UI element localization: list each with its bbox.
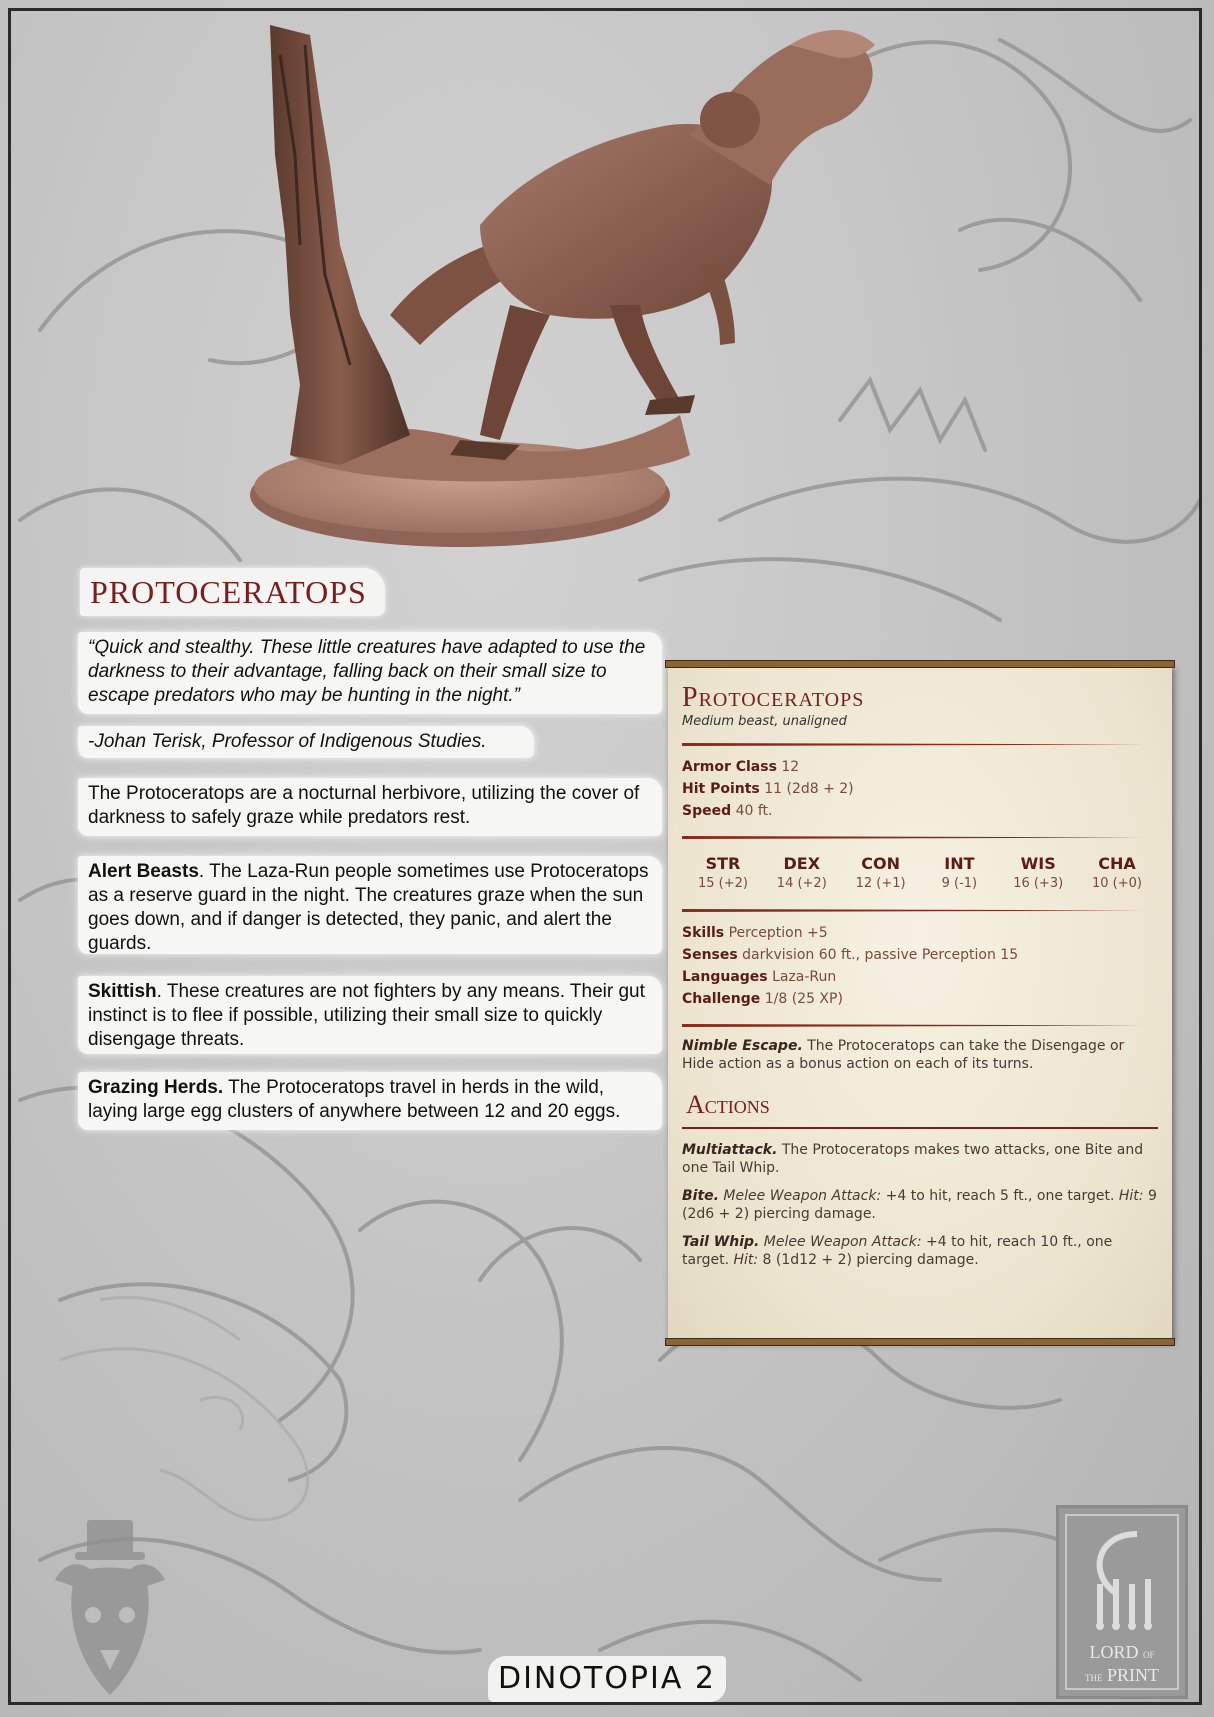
- languages: Languages Laza-Run: [682, 969, 837, 985]
- section-heading: Skittish: [88, 981, 157, 1002]
- ability-scores: [682, 849, 1158, 895]
- armor-class: Armor Class 12: [682, 759, 800, 775]
- section-text: . These creatures are not fighters by any means. Their gut instinct is to flee if possible, utilizing their small size to quickly disengage threats.: [88, 981, 645, 1050]
- footer-title: DINOTOPIA 2: [488, 1656, 726, 1702]
- ability-dex: DEX 14 (+2): [776, 854, 827, 891]
- section-heading: Grazing Herds.: [88, 1077, 224, 1098]
- ability-int: INT 9 (-1): [941, 854, 978, 891]
- monster-title: PROTOCERATOPS: [80, 568, 385, 616]
- divider: [682, 836, 1158, 839]
- ability-wis: WIS 16 (+3): [1013, 854, 1064, 891]
- intro-paragraph: The Protoceratops are a nocturnal herbivore, utilizing the cover of darkness to safely graze while predators rest.: [78, 778, 662, 836]
- trait-nimble-escape: Nimble Escape. The Protoceratops can take the Disengage or Hide action as a bonus action on each of its turns.: [682, 1038, 1125, 1072]
- section-alert-beasts: [78, 856, 662, 954]
- stat-block: [668, 665, 1172, 1341]
- skills: Skills Perception +5: [682, 925, 828, 941]
- action-multiattack: Multiattack. The Protoceratops makes two attacks, one Bite and one Tail Whip.: [682, 1142, 1144, 1176]
- divider: [682, 743, 1158, 746]
- ability-cha: CHA 10 (+0): [1091, 854, 1142, 891]
- speed: Speed 40 ft.: [682, 803, 773, 819]
- senses: Senses darkvision 60 ft., passive Perception 15: [682, 947, 1019, 963]
- challenge: Challenge 1/8 (25 XP): [682, 991, 843, 1007]
- action-tail-whip: Tail Whip. Melee Weapon Attack: +4 to hit, reach 10 ft., one target. Hit: 8 (1d12 + 2) piercing damage.: [682, 1234, 1113, 1268]
- lord-of-the-print-logo: [1056, 1505, 1188, 1699]
- protoceratops-miniature-image: [250, 15, 890, 555]
- horned-skull-logo-icon: [45, 1520, 175, 1700]
- section-skittish: [78, 976, 662, 1054]
- ability-con: CON 12 (+1): [855, 854, 906, 891]
- divider: [682, 1024, 1158, 1027]
- divider: [682, 1127, 1158, 1129]
- divider: [682, 909, 1158, 912]
- ability-str: STR 15 (+2): [698, 854, 748, 891]
- quote-attribution: -Johan Terisk, Professor of Indigenous Studies.: [78, 726, 534, 758]
- printing-press-icon: [1077, 1524, 1167, 1634]
- section-text: The Protoceratops travel in herds in the wild, laying large egg clusters of anywhere between 12 and 20 eggs.: [88, 1077, 621, 1122]
- logo-wordmark: LORD OF THE PRINT: [1084, 1642, 1159, 1685]
- flavor-quote: “Quick and stealthy. These little creatures have adapted to use the darkness to their advantage, falling back on their small size to escape predators who may be hunting in the night.”: [78, 632, 662, 714]
- statblock-name: Protoceratops: [682, 682, 865, 713]
- action-bite: Bite. Melee Weapon Attack: +4 to hit, reach 5 ft., one target. Hit: 9 (2d6 + 2) piercing damage.: [682, 1188, 1157, 1222]
- section-heading: Alert Beasts: [88, 861, 199, 882]
- actions-heading: Actions: [686, 1090, 770, 1119]
- hit-points: Hit Points 11 (2d8 + 2): [682, 781, 854, 797]
- section-grazing-herds: [78, 1072, 662, 1130]
- section-text: . The Laza-Run people sometimes use Protoceratops as a reserve guard in the night. The creatures graze when the sun goes down, and if danger is detected, they panic, and alert the guards.: [88, 861, 649, 954]
- statblock-subtitle: Medium beast, unaligned: [682, 714, 847, 729]
